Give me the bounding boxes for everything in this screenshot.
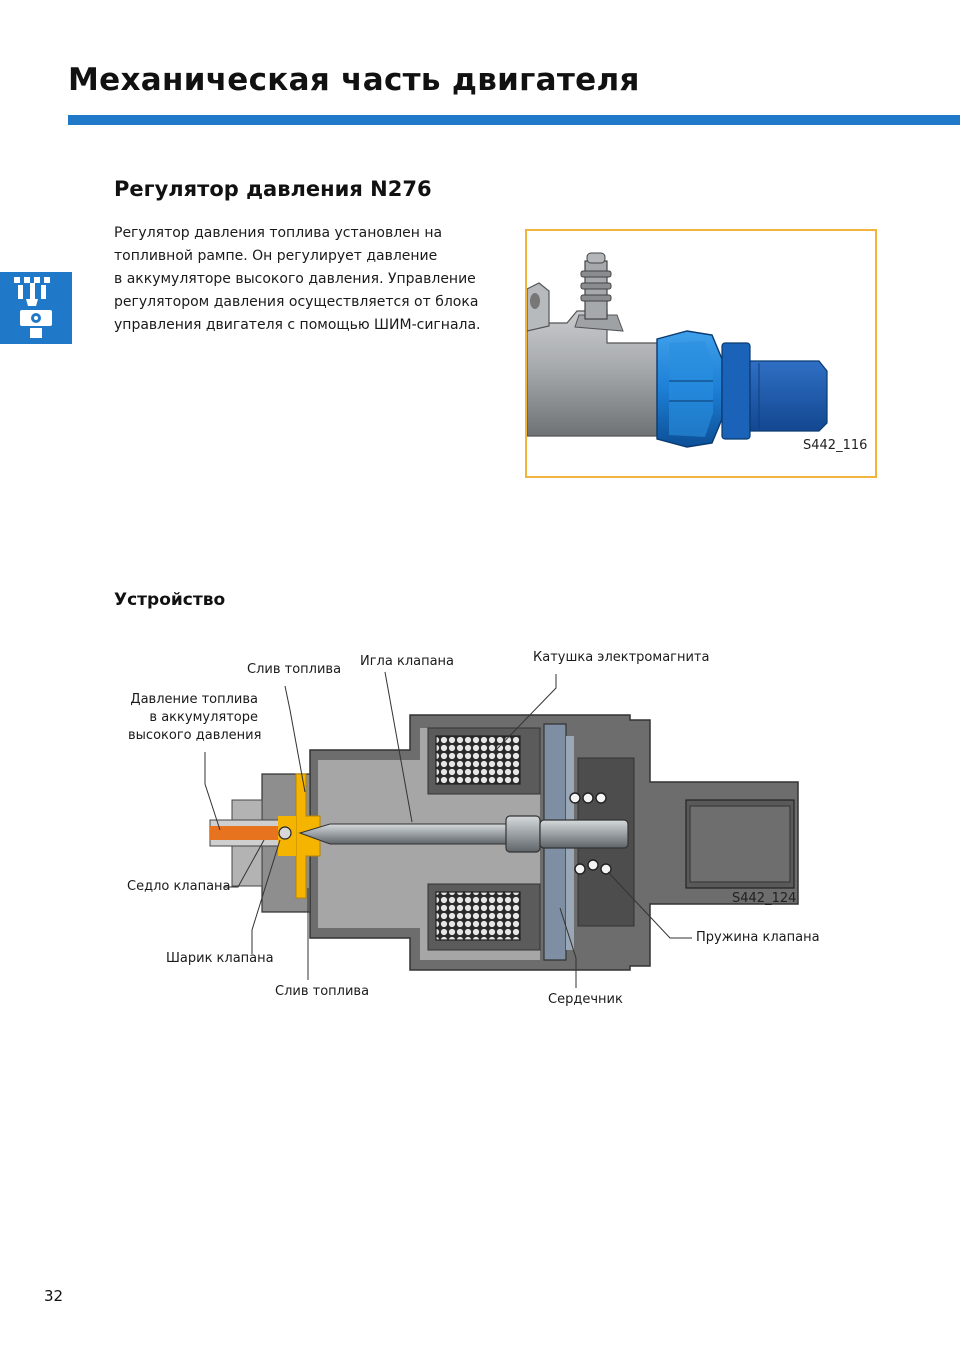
- valve-ball: [279, 827, 291, 839]
- label-pressure-line: в аккумуляторе: [149, 710, 258, 725]
- intro-line: топливной рампе. Он регулирует давление: [114, 248, 438, 264]
- coil-winding-bottom: [436, 892, 520, 940]
- label-ball: Шарик клапана: [166, 951, 274, 966]
- intro-paragraph: [114, 222, 494, 337]
- regulator-illustration: [527, 231, 875, 476]
- page-title: Механическая часть двигателя: [68, 62, 640, 98]
- diagram-code: S442_124: [732, 891, 797, 906]
- intro-line: управления двигателя с помощью ШИМ-сигнала.: [114, 317, 481, 333]
- intro-line: Регулятор давления топлива установлен на: [114, 225, 443, 241]
- chapter-tab: [0, 272, 72, 344]
- title-rule: [68, 115, 960, 125]
- intro-line: в аккумуляторе высокого давления. Управление: [114, 271, 476, 287]
- coil-winding-top: [436, 736, 520, 784]
- label-pressure-line: Давление топлива: [130, 692, 258, 707]
- device-title: Устройство: [114, 590, 226, 610]
- label-spring: Пружина клапана: [696, 930, 820, 945]
- section-title: Регулятор давления N276: [114, 177, 432, 201]
- engine-chapter-icon: [0, 272, 72, 344]
- label-pressure-line: высокого давления: [128, 728, 262, 743]
- label-core: Сердечник: [548, 992, 623, 1007]
- page-number: 32: [44, 1287, 64, 1305]
- valve-needle: [300, 824, 520, 844]
- photo-code: S442_116: [803, 438, 868, 453]
- fuel-pressure-channel: [210, 826, 280, 840]
- label-drain-top: Слив топлива: [247, 662, 342, 677]
- label-needle: Игла клапана: [360, 654, 455, 669]
- regulator-photo: [525, 229, 877, 478]
- label-coil: Катушка электромагнита: [533, 650, 710, 665]
- regulator-cutaway-diagram: [0, 640, 960, 1020]
- label-pressure: [128, 691, 262, 745]
- label-seat: Седло клапана: [127, 879, 231, 894]
- intro-line: регулятором давления осуществляется от блока: [114, 294, 479, 310]
- label-drain-bottom: Слив топлива: [275, 984, 370, 999]
